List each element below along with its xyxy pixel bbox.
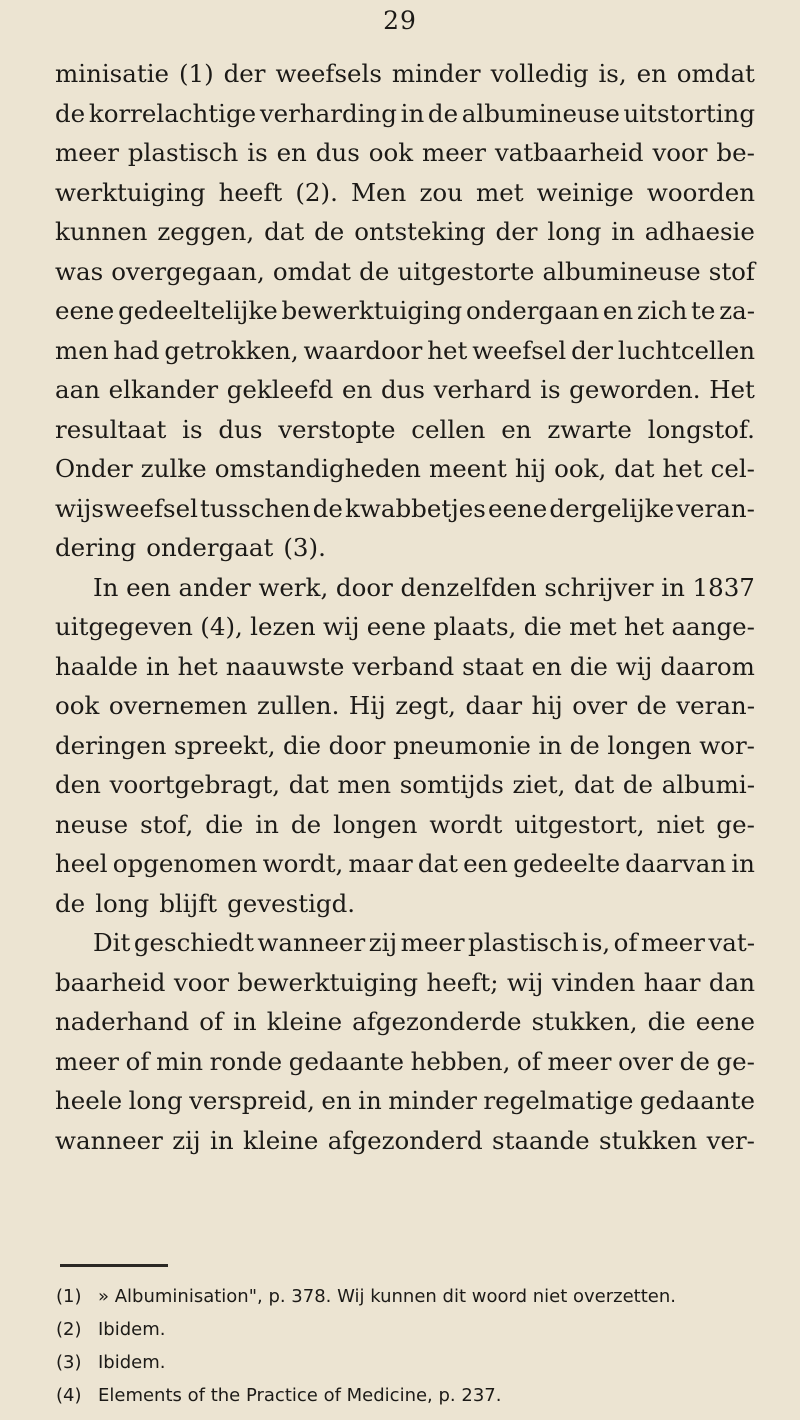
word: ver- (706, 1125, 755, 1155)
word: long (547, 217, 602, 246)
word: der (495, 217, 538, 246)
word: adhaesie (644, 217, 755, 246)
word: in (611, 217, 635, 246)
word: voortgebragt, (109, 770, 281, 799)
word: deringen (55, 730, 167, 760)
word: ge- (716, 1046, 755, 1076)
word: geschiedt (133, 928, 254, 957)
word: bewerktuiging (237, 967, 419, 997)
word: de (312, 493, 343, 523)
word: had (113, 335, 160, 365)
word: minder (388, 1086, 477, 1115)
word: en (501, 414, 532, 444)
word: stukken, (531, 1007, 638, 1036)
word: en (602, 296, 634, 325)
word: maar (348, 849, 413, 878)
text-line (55, 94, 755, 134)
word: dat (614, 454, 655, 483)
word: door (328, 730, 386, 760)
page-number: 29 (383, 6, 417, 35)
word: somtijds (399, 770, 504, 799)
word: regelmatige (483, 1086, 634, 1115)
word: uitgestort, (514, 809, 645, 839)
word: ander (178, 572, 251, 602)
word: wordt (429, 809, 503, 839)
text-line (55, 370, 755, 410)
body-text (55, 54, 755, 1160)
word: volledig (490, 59, 589, 88)
word: plastisch (127, 138, 239, 167)
word: korrelachtige (88, 98, 257, 128)
word: meer (421, 138, 486, 167)
word: ge- (716, 809, 755, 839)
word: te (691, 296, 716, 325)
text-line (55, 331, 755, 371)
word: zullen. (256, 691, 340, 720)
word: is, (581, 928, 611, 957)
word: een (126, 572, 171, 602)
word: wanneer (257, 928, 366, 957)
word: werk, (258, 572, 329, 602)
word: ook (368, 138, 414, 167)
footnote-text: Ibidem. (98, 1319, 166, 1340)
text-line (55, 1042, 755, 1082)
word: in (661, 572, 685, 602)
word: in (233, 1007, 257, 1036)
word: heele (55, 1086, 123, 1115)
word: schrijver (544, 572, 654, 602)
word: naauwste (225, 651, 345, 681)
word: de (622, 770, 654, 799)
word: gedeeltelijke (118, 296, 278, 325)
word: den (55, 770, 101, 799)
word: eene (487, 493, 548, 523)
word: voor (652, 138, 708, 167)
word: zwarte (547, 414, 632, 444)
word: de (569, 730, 600, 760)
word: wijsweefsel (55, 493, 198, 523)
word: zou (419, 177, 463, 207)
word: gedaante (639, 1086, 755, 1115)
word: ziet, (512, 770, 566, 799)
footnote-mark: (3) (56, 1352, 82, 1373)
text-line (55, 607, 755, 647)
word: wij (506, 967, 544, 997)
text-line (55, 212, 755, 252)
word: in (210, 1125, 234, 1155)
word: hij (514, 454, 547, 483)
word: wanneer (55, 1125, 163, 1155)
word: geworden. (569, 375, 701, 404)
word: het (623, 612, 665, 641)
word: staande (492, 1125, 590, 1155)
word: en (342, 375, 373, 404)
word: wordt, (262, 849, 344, 878)
word: de (55, 98, 86, 128)
word: denzelfden (400, 572, 537, 602)
word: Dit (93, 928, 131, 957)
word: luchtcellen (617, 335, 755, 365)
word: weefsels (275, 59, 382, 88)
word: afgezonderde (352, 1007, 522, 1036)
word: is, (598, 59, 627, 88)
word: stof (708, 256, 755, 286)
word: de (636, 691, 667, 720)
word: het (427, 335, 468, 365)
word: plastisch (468, 928, 579, 957)
word: gevestigd. (227, 888, 356, 918)
word: voor (173, 967, 229, 997)
word: zegt, (395, 691, 456, 720)
word: die (647, 1007, 686, 1036)
footnote-text: » Albuminisation", p. 378. Wij kunnen dit woord niet overzetten. (98, 1286, 676, 1307)
word: verband (352, 651, 455, 681)
word: in (538, 730, 563, 760)
word: daarom (660, 651, 755, 681)
word: meer (547, 1046, 612, 1076)
word: dus (315, 138, 360, 167)
word: zij (172, 1125, 201, 1155)
word: kwabbetjes (345, 493, 486, 523)
footnote-text: Elements of the Practice of Medicine, p. 237. (98, 1385, 502, 1406)
word: verspreid, (189, 1086, 315, 1115)
word: spreekt, (174, 730, 276, 760)
word: minder (391, 59, 481, 88)
word: niet (656, 809, 705, 839)
word: wij (323, 612, 360, 641)
word: baarheid (55, 967, 166, 997)
word: en (636, 59, 667, 88)
word: dat (417, 849, 458, 878)
word: in (731, 849, 755, 878)
word: stof, (140, 809, 194, 839)
text-line (55, 173, 755, 213)
word: het (662, 454, 703, 483)
word: zulke (140, 454, 207, 483)
word: en (531, 651, 562, 681)
text-line (55, 1121, 755, 1161)
word: blijft (159, 888, 218, 918)
word: heeft; (426, 967, 499, 997)
word: 1837 (692, 572, 755, 602)
text-line (55, 568, 755, 608)
word: ondergaat (146, 533, 274, 562)
word: in (255, 809, 279, 839)
word: die (283, 730, 322, 760)
word: en (276, 138, 307, 167)
word: en (321, 1086, 352, 1115)
word: cel- (710, 454, 755, 483)
word: gedaante (288, 1046, 404, 1076)
word: is (540, 375, 561, 404)
footnote-mark: (4) (56, 1385, 82, 1406)
word: minisatie (55, 59, 170, 88)
footnote (56, 1379, 776, 1412)
word: eene (695, 1007, 755, 1036)
word: In (93, 572, 119, 602)
word: dat (574, 770, 615, 799)
word: naderhand (55, 1007, 190, 1036)
word: uitgegeven (55, 612, 193, 641)
word: kunnen (55, 217, 148, 246)
text-line (55, 726, 755, 766)
text-line (55, 489, 755, 529)
word: opgenomen (112, 849, 258, 878)
text-line (55, 54, 755, 94)
word: lezen (250, 612, 316, 641)
word: dering (55, 533, 137, 562)
word: of (125, 1046, 150, 1076)
word: plaats, (433, 612, 517, 641)
word: (1) (178, 59, 214, 88)
text-line (55, 647, 755, 687)
text-line (55, 963, 755, 1003)
word: albumineuse (461, 98, 620, 128)
word: uitgestorte (397, 256, 535, 286)
word: de (359, 256, 390, 286)
word: heel (55, 849, 108, 878)
word: of (613, 928, 638, 957)
word: dan (708, 967, 755, 997)
word: ontsteking (354, 217, 486, 246)
word: albumineuse (542, 256, 701, 286)
word: ronde (209, 1046, 283, 1076)
word: long (95, 888, 150, 918)
word: eene (366, 612, 427, 641)
word: wor- (699, 730, 755, 760)
word: meent (428, 454, 507, 483)
word: gedeelte (513, 849, 621, 878)
word: der (223, 59, 266, 88)
word: resultaat (55, 414, 167, 444)
word: die (205, 809, 244, 839)
word: door (335, 572, 393, 602)
word: vat- (708, 928, 755, 957)
word: be- (716, 138, 755, 167)
footnote (56, 1313, 776, 1346)
text-line (55, 765, 755, 805)
text-line (55, 884, 755, 924)
word: weinige (536, 177, 634, 207)
word: elkander (108, 375, 219, 404)
word: over (572, 691, 628, 720)
word: ondergaan (466, 296, 600, 325)
word: met (475, 177, 524, 207)
word: veran- (676, 691, 755, 720)
word: uitstorting (623, 98, 755, 128)
word: dus (380, 375, 425, 404)
word: min (156, 1046, 203, 1076)
word: dat (288, 770, 329, 799)
word: dat (264, 217, 305, 246)
word: stukken (599, 1125, 698, 1155)
word: (4), (200, 612, 243, 641)
word: was (55, 256, 104, 286)
word: veran- (676, 493, 755, 523)
word: za- (719, 296, 755, 325)
text-line (55, 686, 755, 726)
word: over (618, 1046, 673, 1076)
word: overnemen (108, 691, 248, 720)
word: men (55, 335, 109, 365)
footnote-rule (60, 1264, 168, 1267)
text-line (55, 291, 755, 331)
footnote (56, 1346, 776, 1379)
word: men (337, 770, 392, 799)
word: aan (55, 375, 100, 404)
word: zeggen, (157, 217, 255, 246)
word: vinden (551, 967, 636, 997)
word: staat (462, 651, 524, 681)
word: longstof. (647, 414, 755, 444)
word: ook (55, 691, 100, 720)
word: longen (607, 730, 692, 760)
word: verhard (433, 375, 532, 404)
text-line (55, 923, 755, 963)
word: tusschen (200, 493, 311, 523)
word: vatbaarheid (494, 138, 644, 167)
text-line (55, 844, 755, 884)
word: albumi- (661, 770, 755, 799)
word: daar (465, 691, 523, 720)
word: verharding (259, 98, 397, 128)
word: getrokken, (164, 335, 299, 365)
word: de (55, 888, 86, 918)
word: de (290, 809, 322, 839)
footnote (56, 1280, 776, 1313)
word: meer (55, 138, 119, 167)
word: kleine (243, 1125, 319, 1155)
word: omdat (676, 59, 755, 88)
word: de (427, 98, 459, 128)
word: de (679, 1046, 710, 1076)
word: meer (55, 1046, 119, 1076)
word: hebben, (410, 1046, 511, 1076)
word: die (569, 651, 608, 681)
text-line (55, 1081, 755, 1121)
word: aange- (671, 612, 755, 641)
word: bewerktuiging (281, 296, 463, 325)
word: long (128, 1086, 183, 1115)
word: eene (55, 296, 115, 325)
word: Men (350, 177, 407, 207)
word: ook, (554, 454, 607, 483)
word: de (314, 217, 345, 246)
word: waardoor (303, 335, 423, 365)
word: een (463, 849, 508, 878)
word: verstopte (278, 414, 396, 444)
word: is (247, 138, 268, 167)
footnote-mark: (1) (56, 1286, 82, 1307)
word: kleine (266, 1007, 343, 1036)
word: der (571, 335, 613, 365)
word: meer (640, 928, 705, 957)
word: pneumonie (393, 730, 531, 760)
word: of (199, 1007, 224, 1036)
word: het (177, 651, 218, 681)
text-line (55, 805, 755, 845)
word: weefsel (472, 335, 567, 365)
word: met (569, 612, 617, 641)
word: zich (636, 296, 688, 325)
word: omstandigheden (214, 454, 421, 483)
word: in (400, 98, 425, 128)
word: meer (400, 928, 465, 957)
word: in (358, 1086, 382, 1115)
word: werktuiging (55, 177, 206, 207)
word: woorden (646, 177, 755, 207)
word: (3). (283, 533, 326, 562)
word: (2). (295, 177, 338, 207)
word: heeft (218, 177, 283, 207)
footnotes (56, 1280, 776, 1412)
word: of (517, 1046, 541, 1076)
footnote-text: Ibidem. (98, 1352, 166, 1373)
word: cellen (411, 414, 486, 444)
word: is (182, 414, 203, 444)
word: neuse (55, 809, 129, 839)
text-line (55, 1002, 755, 1042)
word: Onder (55, 454, 133, 483)
word: daarvan (625, 849, 727, 878)
word: afgezonderd (327, 1125, 483, 1155)
word: haalde (55, 651, 139, 681)
text-line (55, 410, 755, 450)
word: in (146, 651, 170, 681)
word: omdat (272, 256, 352, 286)
text-line (55, 252, 755, 292)
word: Het (709, 375, 755, 404)
word: dergelijke (549, 493, 675, 523)
word: dus (218, 414, 263, 444)
word: wij (615, 651, 653, 681)
text-line (55, 133, 755, 173)
word: overgegaan, (111, 256, 265, 286)
word: hij (531, 691, 563, 720)
footnote-mark: (2) (56, 1319, 82, 1340)
text-line (55, 449, 755, 489)
word: gekleefd (226, 375, 334, 404)
word: zij (368, 928, 398, 957)
word: haar (643, 967, 701, 997)
word: longen (333, 809, 418, 839)
text-line (55, 528, 755, 568)
word: die (523, 612, 562, 641)
word: Hij (348, 691, 386, 720)
